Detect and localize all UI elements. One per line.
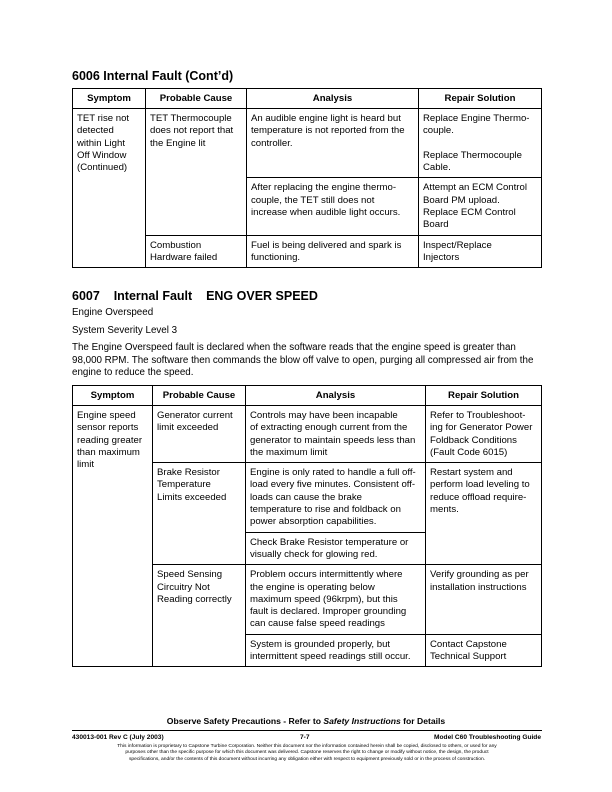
symptom-cell: Engine speed sensor reports reading greater than maximum limit bbox=[73, 406, 153, 667]
severity-level: System Severity Level 3 bbox=[72, 325, 178, 336]
section-title-6007: 6007 Internal Fault ENG OVER SPEED bbox=[72, 289, 318, 303]
header-symptom: Symptom bbox=[73, 386, 153, 406]
header-probable-cause: Probable Cause bbox=[146, 89, 247, 109]
analysis-cell: System is grounded properly, but intermittent speed readings still occur. bbox=[246, 634, 426, 667]
guide-title: Model C60 Troubleshooting Guide bbox=[434, 734, 541, 741]
section-subtitle: Engine Overspeed bbox=[72, 307, 154, 318]
header-probable-cause: Probable Cause bbox=[153, 386, 246, 406]
fault-description: The Engine Overspeed fault is declared when the software reads that the engine speed is greater than 98,000 RPM. The software then commands the blow off valve to open, purging all compressed air from the engine to reduce the speed. bbox=[72, 342, 534, 379]
analysis-cell: Check Brake Resistor temperature or visually check for glowing red. bbox=[246, 532, 426, 565]
analysis-cell: Fuel is being delivered and spark is functioning. bbox=[247, 235, 419, 268]
analysis-cell: Engine is only rated to handle a full off- load every five minutes. Consistent off- loads can cause the brake temperature to rise and foldback on power absorption capabilities. bbox=[246, 463, 426, 532]
header-symptom: Symptom bbox=[73, 89, 146, 109]
header-analysis: Analysis bbox=[246, 386, 426, 406]
header-repair-solution: Repair Solution bbox=[419, 89, 542, 109]
cause-cell: Speed Sensing Circuitry Not Reading correctly bbox=[153, 565, 246, 667]
analysis-cell: An audible engine light is heard but temperature is not reported from the controller. bbox=[247, 109, 419, 178]
repair-cell: Refer to Troubleshoot- ing for Generator Power Foldback Conditions (Fault Code 6015) bbox=[426, 406, 542, 463]
footer-divider bbox=[72, 730, 542, 731]
table-header-row bbox=[73, 386, 542, 406]
safety-note: Observe Safety Precautions - Refer to Safety Instructions for Details bbox=[166, 716, 446, 726]
table-header-row bbox=[73, 89, 542, 109]
section-title-6006: 6006 Internal Fault (Cont’d) bbox=[72, 69, 234, 83]
symptom-cell: TET rise not detected within Light Off Window (Continued) bbox=[73, 109, 146, 268]
repair-cell: Inspect/Replace Injectors bbox=[419, 235, 542, 268]
fault-table-6007 bbox=[72, 385, 542, 667]
page-number: 7-7 bbox=[300, 734, 310, 741]
cause-cell: Brake Resistor Temperature Limits exceeded bbox=[153, 463, 246, 565]
repair-cell: Restart system and perform load leveling to reduce offload require- ments. bbox=[426, 463, 542, 565]
fault-table-6006 bbox=[72, 88, 542, 268]
doc-number: 430013-001 Rev C (July 2003) bbox=[72, 734, 164, 741]
cause-cell: TET Thermocouple does not report that the Engine lit bbox=[146, 109, 247, 236]
table-row bbox=[73, 109, 542, 178]
repair-cell: Contact Capstone Technical Support bbox=[426, 634, 542, 667]
repair-cell: Verify grounding as per installation instructions bbox=[426, 565, 542, 634]
repair-cell: Attempt an ECM Control Board PM upload. Replace ECM Control Board bbox=[419, 178, 542, 235]
legal-notice: This information is proprietary to Capstone Turbine Corporation. Neither this document nor the information contained herein shall be copied, disclosed to others, or used for any purposes other than the specific purpose for which this document was delivered. Capstone reserves the right to change or modify without notice, the design, the product specifications, and/or the contents of this document without incurring any obligation either with respect to equipment previously sold or in the process of construction. bbox=[117, 744, 497, 762]
header-analysis: Analysis bbox=[247, 89, 419, 109]
table-row bbox=[73, 406, 542, 463]
analysis-cell: After replacing the engine thermo- couple, the TET still does not increase when audible light occurs. bbox=[247, 178, 419, 235]
header-repair-solution: Repair Solution bbox=[426, 386, 542, 406]
repair-cell: Replace Engine Thermo- couple. Replace Thermocouple Cable. bbox=[419, 109, 542, 178]
cause-cell: Combustion Hardware failed bbox=[146, 235, 247, 268]
cause-cell: Generator current limit exceeded bbox=[153, 406, 246, 463]
analysis-cell: Controls may have been incapable of extracting enough current from the generator to maintain speeds less than the maximum limit bbox=[246, 406, 426, 463]
analysis-cell: Problem occurs intermittently where the engine is operating below maximum speed (96krpm), but this fault is declared. Improper grounding can cause false speed readings bbox=[246, 565, 426, 634]
